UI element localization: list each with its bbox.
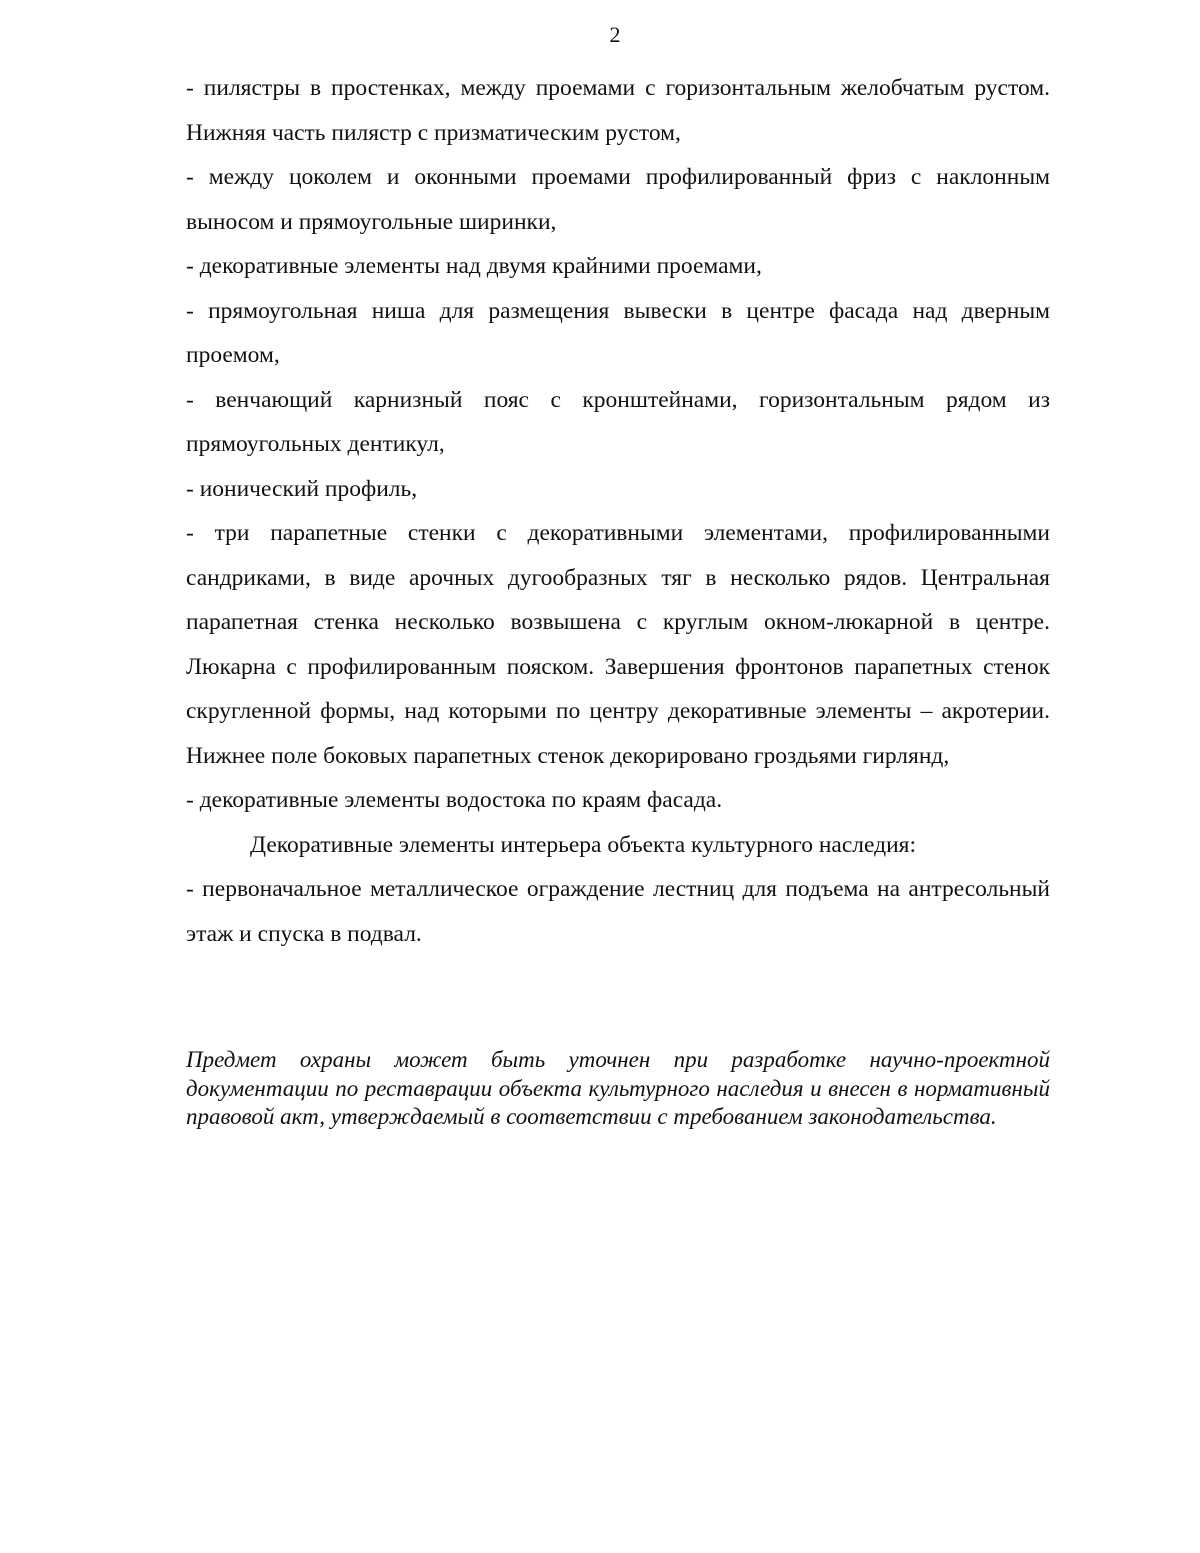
paragraph-decor-openings: - декоративные элементы над двумя крайними проемами, <box>186 253 762 279</box>
paragraph-ionic-profile: - ионический профиль, <box>186 475 418 502</box>
protection-note-text: Предмет охраны может быть уточнен при разработке научно-проектной документации по реставрации объекта культурного наследия и внесен в нормативный правовой акт, утверждаемый в соответствии с требованием законодательства. <box>186 1047 1050 1129</box>
paragraph-signboard-niche: - прямоугольная ниша для размещения вывески в центре фасада над дверным проемом, <box>186 297 1050 368</box>
interior-heading: Декоративные элементы интерьера объекта культурного наследия: <box>250 831 916 858</box>
protection-note <box>186 1046 1050 1132</box>
paragraph-drainage: - декоративные элементы водостока по краям фасада. <box>186 787 723 813</box>
document-body <box>186 66 1050 956</box>
paragraph-pilasters: - пилястры в простенках, между проемами с горизонтальным желобчатым рустом. Нижняя часть пилястр с призматическим рустом, <box>186 75 1050 146</box>
interior-item: - первоначальное металлическое ограждение лестниц для подъема на антресольный этаж и спуска в подвал. <box>186 876 1050 947</box>
paragraph-parapets: - три парапетные стенки с декоративными элементами, профилированными сандриками, в виде арочных дугообразных тяг в несколько рядов. Центральная парапетная стенка несколько возвышена с круглым окном-люкарной в центре. Люкарна с профилированным пояском. Завершения фронтонов парапетных стенок скругленной формы, над которыми по центру декоративные элементы – акротерии. Нижнее поле боковых парапетных стенок декорировано гроздьями гирлянд, <box>186 520 1050 769</box>
paragraph-frieze: - между цоколем и оконными проемами профилированный фриз с наклонным выносом и прямоугольные ширинки, <box>186 164 1050 235</box>
page-number: 2 <box>609 22 621 47</box>
paragraph-cornice: - венчающий карнизный пояс с кронштейнами, горизонтальным рядом из прямоугольных дентикул, <box>186 386 1050 457</box>
